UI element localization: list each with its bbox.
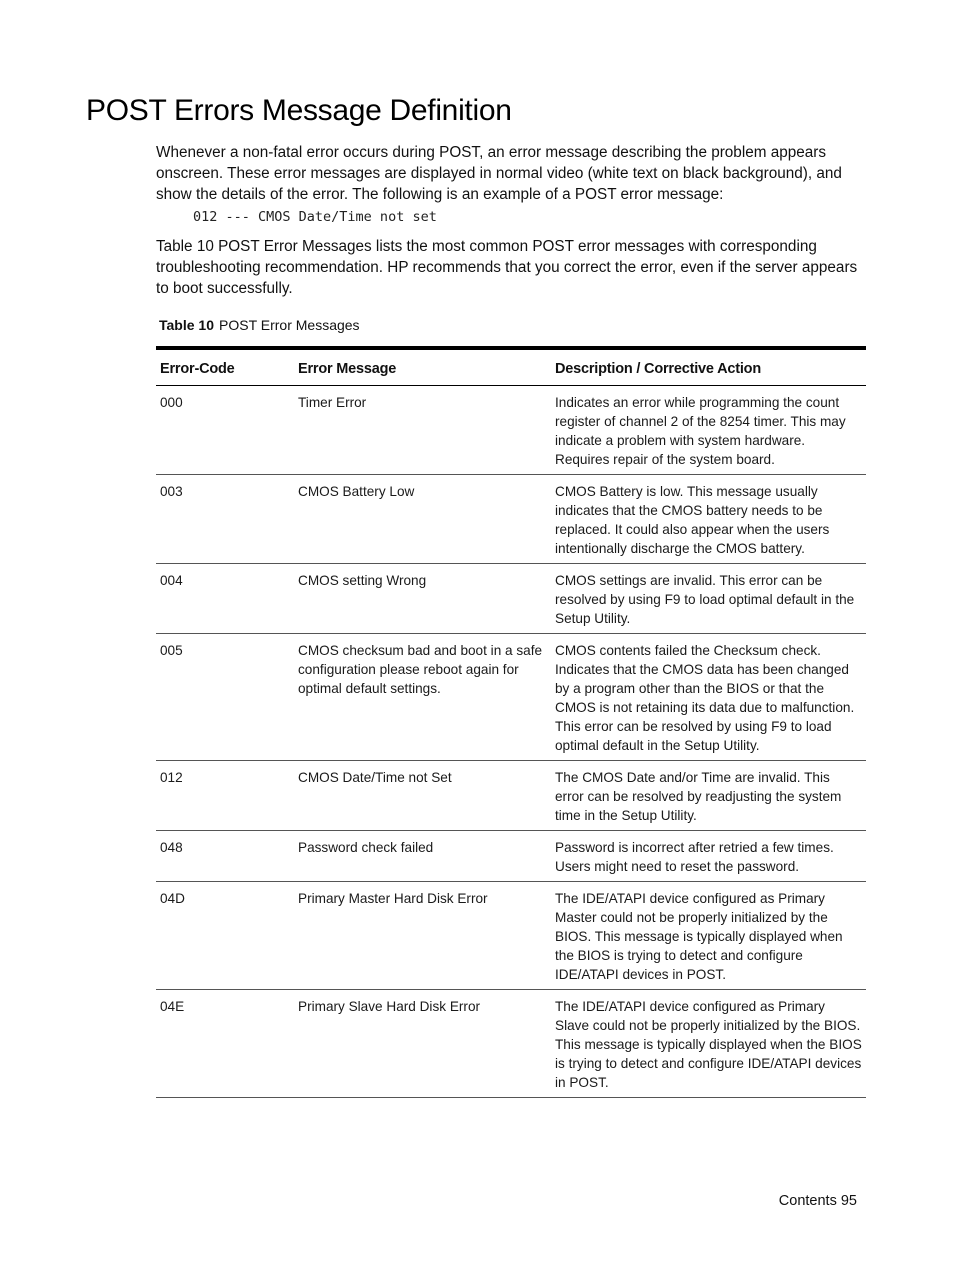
cell-error-code: 003 bbox=[156, 475, 294, 564]
cell-error-code: 04D bbox=[156, 882, 294, 990]
table-caption-label: Table 10 bbox=[159, 317, 214, 333]
intro-paragraph: Whenever a non-fatal error occurs during POST, an error message describing the problem appears onscreen. These error messages are displayed in normal video (white text on black background), and show the details of the error. The following is an example of a POST error message: bbox=[156, 144, 842, 203]
cell-description: CMOS settings are invalid. This error can be resolved by using F9 to load optimal default in the Setup Utility. bbox=[551, 564, 866, 634]
post-error-table bbox=[156, 346, 866, 1098]
table-row bbox=[156, 386, 866, 475]
page-footer: Contents 95 bbox=[778, 1193, 857, 1209]
cell-description: The IDE/ATAPI device configured as Primary Slave could not be properly initialized by the BIOS. This message is typically displayed when the BIOS is trying to detect and configure IDE/ATAPI devices in POST. bbox=[551, 990, 866, 1098]
header-description: Description / Corrective Action bbox=[551, 348, 866, 386]
cell-description: The IDE/ATAPI device configured as Primary Master could not be properly initialized by the BIOS. This message is typically displayed when the BIOS is trying to detect and configure IDE/ATAPI devices in POST. bbox=[551, 882, 866, 990]
cell-error-message: Primary Slave Hard Disk Error bbox=[294, 990, 551, 1098]
cell-error-message: CMOS setting Wrong bbox=[294, 564, 551, 634]
table-row bbox=[156, 761, 866, 831]
cell-description: The CMOS Date and/or Time are invalid. This error can be resolved by readjusting the system time in the Setup Utility. bbox=[551, 761, 866, 831]
cell-error-code: 012 bbox=[156, 761, 294, 831]
table-row bbox=[156, 564, 866, 634]
cell-error-message: Timer Error bbox=[294, 386, 551, 475]
cell-error-code: 000 bbox=[156, 386, 294, 475]
document-body bbox=[156, 142, 866, 1098]
cell-error-message: Primary Master Hard Disk Error bbox=[294, 882, 551, 990]
table-header-row bbox=[156, 348, 866, 386]
cell-error-message: CMOS Date/Time not Set bbox=[294, 761, 551, 831]
table-row bbox=[156, 634, 866, 761]
cell-error-message: CMOS checksum bad and boot in a safe configuration please reboot again for optimal default settings. bbox=[294, 634, 551, 761]
cell-error-code: 005 bbox=[156, 634, 294, 761]
table-row bbox=[156, 990, 866, 1098]
cell-error-message: Password check failed bbox=[294, 831, 551, 882]
cell-error-code: 048 bbox=[156, 831, 294, 882]
cell-error-code: 004 bbox=[156, 564, 294, 634]
cell-description: CMOS contents failed the Checksum check. Indicates that the CMOS data has been changed by a program other than the BIOS or that the CMOS is not retaining its data due to malfunction. This error can be resolved by using F9 to load optimal default in the Setup Utility. bbox=[551, 634, 866, 761]
reference-paragraph: Table 10 POST Error Messages lists the most common POST error messages with corresponding troubleshooting recommendation. HP recommends that you correct the error, even if the server appears to boot successfully. bbox=[156, 238, 858, 297]
table-row bbox=[156, 475, 866, 564]
cell-description: Password is incorrect after retried a few times. Users might need to reset the password. bbox=[551, 831, 866, 882]
cell-description: Indicates an error while programming the count register of channel 2 of the 8254 timer. This may indicate a problem with system hardware. Requires repair of the system board. bbox=[551, 386, 866, 475]
cell-description: CMOS Battery is low. This message usually indicates that the CMOS battery needs to be replaced. It could also appear when the users intentionally discharge the CMOS battery. bbox=[551, 475, 866, 564]
table-row bbox=[156, 882, 866, 990]
header-error-message: Error Message bbox=[294, 348, 551, 386]
page-title: POST Errors Message Definition bbox=[86, 94, 512, 127]
cell-error-code: 04E bbox=[156, 990, 294, 1098]
cell-error-message: CMOS Battery Low bbox=[294, 475, 551, 564]
table-caption-text: POST Error Messages bbox=[219, 317, 360, 333]
example-error-code: 012 --- CMOS Date/Time not set bbox=[193, 209, 437, 225]
table-row bbox=[156, 831, 866, 882]
header-error-code: Error-Code bbox=[156, 348, 294, 386]
table-caption bbox=[159, 316, 866, 334]
